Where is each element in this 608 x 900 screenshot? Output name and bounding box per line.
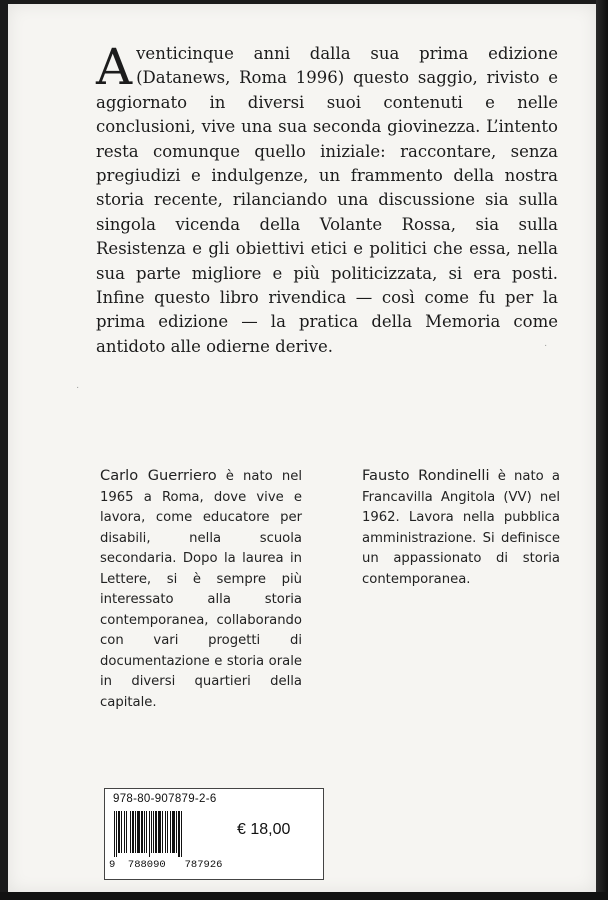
barcode-bar (176, 811, 177, 853)
barcode-bar (165, 811, 166, 853)
barcode-bar (135, 811, 136, 853)
price-label: € 18,00 (237, 821, 291, 838)
barcode-digits: 9 788090 787926 (109, 859, 223, 871)
barcode-bar (137, 811, 140, 853)
scan-edge-bottom (0, 892, 608, 900)
barcode-bar (155, 811, 157, 853)
barcode-bar (141, 811, 143, 853)
barcode-bar (132, 811, 134, 853)
author-bio-text: è nato a Francavilla Angitola (VV) nel 1962. Lavora nella pubblica amministrazione. Si definisce un appassionato di storia contemporanea. (362, 469, 561, 587)
author-bio-text: è nato nel 1965 a Roma, dove vive e lavora, come educatore per disabili, nella scuola secondaria. Dopo la laurea in Lettere, si è sempre più interessato alla storia contemporanea, collaborando con vari progetti di documentazione e storia orale in diversi quartieri della capitale. (100, 469, 302, 710)
isbn-number: 978-80-907879-2-6 (113, 793, 217, 805)
barcode-bar (124, 811, 125, 853)
barcode-bar (121, 811, 122, 853)
barcode-bar (118, 811, 120, 853)
barcode-bar (144, 811, 145, 853)
author-name: Fausto Rondinelli (362, 467, 490, 484)
barcode-bar (149, 811, 150, 857)
barcode-bar (172, 811, 175, 853)
barcode-bar (126, 811, 127, 853)
blurb-paragraph (96, 38, 558, 359)
barcode-bar (146, 811, 147, 853)
speck-mark: · (76, 382, 80, 393)
barcode-bar (158, 811, 161, 853)
back-cover (8, 4, 596, 892)
barcode-bar (170, 811, 171, 853)
blurb-text: venticinque anni dalla sua prima edizione (Datanews, Roma 1996) questo saggio, rivisto e aggiornato in diversi suoi contenuti e nelle conclusioni, vive una sua seconda giovinezza. L’intento resta comunque quello iniziale: raccontare, senza pregiudizi e indulgenze, un frammento della nostra storia recente, rilanciando una discussione sia sulla singola vicenda della Volante Rossa, sia sulla Resistenza e gli obiettivi etici e politici che essa, nella sua parte migliore e più politicizzata, si era posti. Infine questo libro rivendica — così come fu per la prima edizione — la pratica della Memoria come antidoto alle odierne derive. (96, 44, 558, 356)
scan-edge-right (596, 0, 608, 900)
barcode-bar (181, 811, 182, 857)
speck-mark: · (544, 340, 548, 351)
barcode-bar (153, 811, 154, 853)
barcode-bar (130, 811, 131, 853)
author-bio-rondinelli (362, 466, 560, 590)
drop-cap: A (96, 38, 133, 96)
barcode-bar (151, 811, 152, 853)
barcode-bar (167, 811, 168, 853)
barcode-bar (162, 811, 163, 853)
barcode-bar (178, 811, 180, 857)
barcode-bar (116, 811, 117, 857)
barcode-bars (113, 811, 221, 857)
barcode-box (104, 788, 324, 880)
barcode-bar (114, 811, 115, 857)
author-name: Carlo Guerriero (100, 467, 217, 484)
author-bio-guerriero (100, 466, 302, 713)
